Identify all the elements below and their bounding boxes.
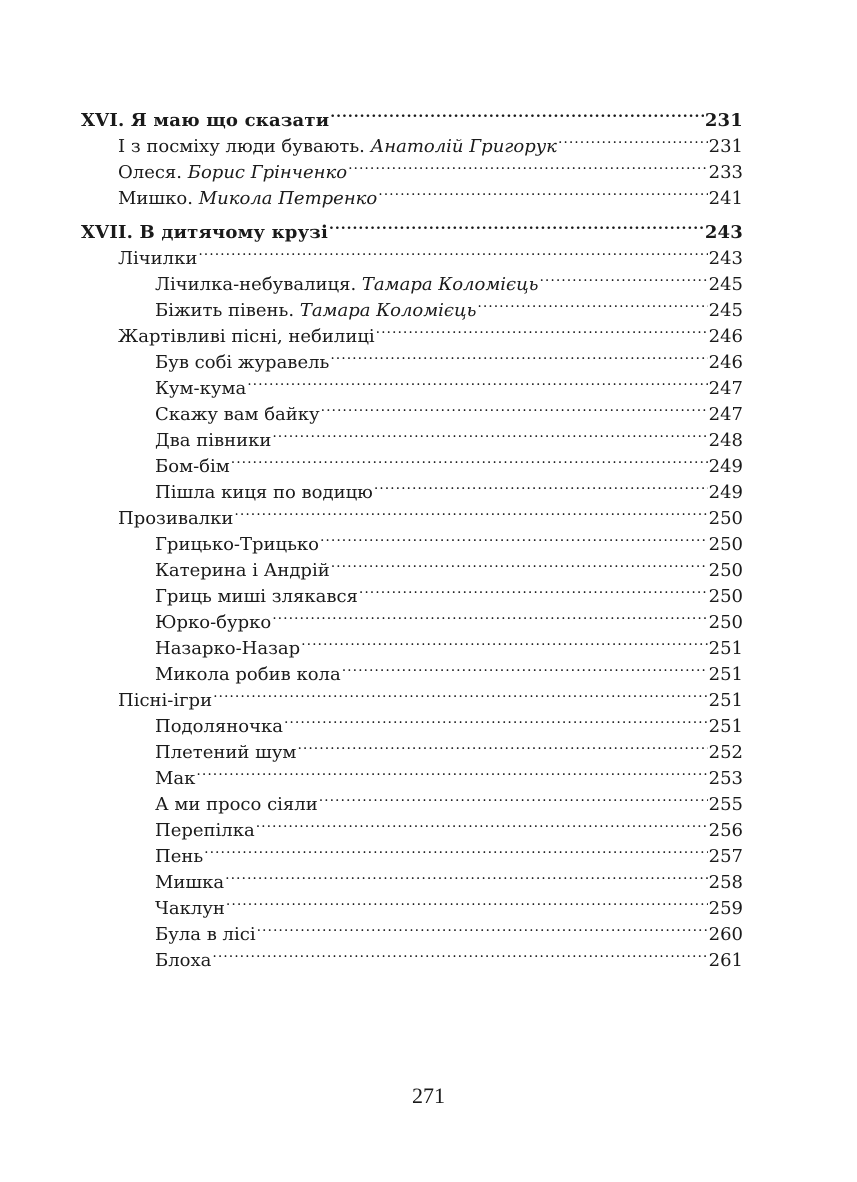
- dot-leader: [213, 680, 708, 706]
- toc-title-text: Подоляночка: [155, 716, 283, 737]
- toc-page-number: 233: [708, 162, 743, 183]
- toc-title-text: Пісні-ігри: [118, 690, 213, 711]
- dot-leader: [272, 602, 707, 628]
- toc-author: Микола Петренко: [198, 188, 378, 209]
- dot-leader: [234, 498, 707, 524]
- toc-entry-title: [155, 948, 211, 974]
- dot-leader: [330, 100, 704, 126]
- toc-entry-title: [155, 610, 271, 636]
- dot-leader: [226, 888, 708, 914]
- dot-leader: [329, 212, 704, 238]
- toc-entry-title: [155, 714, 283, 740]
- dot-leader: [256, 810, 708, 836]
- dot-leader: [272, 420, 707, 446]
- dot-leader: [558, 126, 708, 152]
- toc-entry-title: [81, 108, 329, 134]
- toc-page-number: 251: [708, 664, 743, 685]
- toc-entry-title: [155, 376, 246, 402]
- dot-leader: [196, 758, 707, 784]
- toc-page-number: 250: [708, 612, 743, 633]
- toc-title-text: Чаклун: [155, 898, 225, 919]
- toc-page-number: 245: [708, 274, 743, 295]
- toc-title-text: Микола робив кола: [155, 664, 341, 685]
- toc-entry-title: [155, 532, 319, 558]
- toc-title-text: Пішла киця по водицю: [155, 482, 373, 503]
- toc-title-text: Перепілка: [155, 820, 255, 841]
- toc-page-number: 253: [708, 768, 743, 789]
- table-of-contents: [81, 100, 743, 971]
- dot-leader: [204, 836, 707, 862]
- toc-page-number: 241: [708, 188, 743, 209]
- toc-page-number: 249: [708, 482, 743, 503]
- toc-entry-title: [155, 896, 225, 922]
- dot-leader: [257, 914, 708, 940]
- dot-leader: [320, 524, 708, 550]
- toc-page-number: 261: [708, 950, 743, 971]
- toc-title-text: Лічилки: [118, 248, 198, 269]
- toc-title-text: І з посміху люди бувають.: [118, 136, 371, 157]
- toc-page-number: 245: [708, 300, 743, 321]
- toc-title-text: Два півники: [155, 430, 272, 451]
- dot-leader: [330, 342, 707, 368]
- toc-page-number: 248: [708, 430, 743, 451]
- toc-author: Борис Грінченко: [187, 162, 348, 183]
- toc-title-text: Мак: [155, 768, 196, 789]
- toc-page-number: 250: [708, 560, 743, 581]
- toc-page-number: 247: [708, 404, 743, 425]
- dot-leader: [378, 178, 707, 204]
- dot-leader: [225, 862, 707, 888]
- toc-title-text: Пень: [155, 846, 204, 867]
- toc-section-row: [81, 100, 743, 131]
- toc-entry-title: [155, 844, 203, 870]
- toc-title-text: Грицько-Трицько: [155, 534, 319, 555]
- dot-leader: [247, 368, 707, 394]
- toc-author: Анатолій Григорук: [370, 136, 557, 157]
- toc-page-number: 246: [708, 352, 743, 373]
- toc-page-number: 257: [708, 846, 743, 867]
- toc-page-number: 250: [708, 508, 743, 529]
- dot-leader: [212, 940, 707, 966]
- dot-leader: [231, 446, 708, 472]
- toc-entry-title: [155, 558, 330, 584]
- toc-page-number: 255: [708, 794, 743, 815]
- toc-entry-title: [118, 186, 377, 212]
- toc-title-text: Блоха: [155, 950, 212, 971]
- toc-title-text: Прозивалки: [118, 508, 234, 529]
- page-number: 271: [412, 1083, 445, 1108]
- toc-title-text: Гриць миші злякався: [155, 586, 358, 607]
- dot-leader: [301, 628, 707, 654]
- toc-title-text: Був собі журавель: [155, 352, 330, 373]
- toc-title-text: XVII. В дитячому крузі: [81, 222, 329, 243]
- toc-title-text: Катерина і Андрій: [155, 560, 330, 581]
- toc-entry-title: [118, 160, 347, 186]
- toc-title-text: А ми просо сіяли: [155, 794, 318, 815]
- toc-author: Тамара Коломієць: [361, 274, 539, 295]
- toc-page-number: 259: [708, 898, 743, 919]
- toc-page-number: 243: [708, 248, 743, 269]
- dot-leader: [297, 732, 707, 758]
- toc-page-number: 258: [708, 872, 743, 893]
- toc-page-number: 251: [708, 690, 743, 711]
- dot-leader: [342, 654, 708, 680]
- toc-title-text: Жартівливі пісні, небилиці: [118, 326, 375, 347]
- dot-leader: [359, 576, 708, 602]
- toc-entry-title: [155, 870, 224, 896]
- toc-entry-title: [155, 454, 230, 480]
- toc-page-number: 251: [708, 638, 743, 659]
- toc-title-text: Мишка: [155, 872, 225, 893]
- toc-page-number: 250: [708, 534, 743, 555]
- toc-page-number: 231: [704, 110, 743, 131]
- toc-entry-title: [118, 688, 212, 714]
- toc-page-number: 249: [708, 456, 743, 477]
- dot-leader: [374, 472, 708, 498]
- dot-leader: [477, 290, 707, 316]
- dot-leader: [319, 784, 708, 810]
- toc-title-text: Юрко-бурко: [155, 612, 272, 633]
- toc-title-text: Лічилка-небувалиця.: [155, 274, 362, 295]
- toc-title-text: XVI. Я маю що сказати: [81, 110, 330, 131]
- toc-page-number: 252: [708, 742, 743, 763]
- toc-title-text: Бом-бім: [155, 456, 230, 477]
- toc-title-text: Олеся.: [118, 162, 188, 183]
- toc-page-number: 250: [708, 586, 743, 607]
- toc-entry-title: [118, 246, 197, 272]
- toc-section-row: [81, 212, 743, 243]
- toc-title-text: Назарко-Назар: [155, 638, 301, 659]
- dot-leader: [198, 238, 707, 264]
- toc-page-number: 243: [704, 222, 743, 243]
- toc-title-text: Скажу вам байку: [155, 404, 320, 425]
- toc-author: Тамара Коломієць: [299, 300, 477, 321]
- toc-title-text: Була в лісі: [155, 924, 256, 945]
- toc-entry-title: [155, 636, 300, 662]
- dot-leader: [376, 316, 708, 342]
- toc-page-number: 260: [708, 924, 743, 945]
- toc-title-text: Плетений шум: [155, 742, 297, 763]
- toc-entry-title: [155, 766, 195, 792]
- toc-page-number: 251: [708, 716, 743, 737]
- toc-title-text: Мишко.: [118, 188, 199, 209]
- toc-entry-title: [118, 506, 233, 532]
- dot-leader: [331, 550, 708, 576]
- dot-leader: [348, 152, 708, 178]
- toc-title-text: Кум-кума: [155, 378, 247, 399]
- toc-page-number: 247: [708, 378, 743, 399]
- toc-page-number: 246: [708, 326, 743, 347]
- toc-title-text: Біжить півень.: [155, 300, 300, 321]
- dot-leader: [284, 706, 708, 732]
- toc-page-number: 231: [708, 136, 743, 157]
- dot-leader: [539, 264, 707, 290]
- dot-leader: [321, 394, 708, 420]
- toc-page-number: 256: [708, 820, 743, 841]
